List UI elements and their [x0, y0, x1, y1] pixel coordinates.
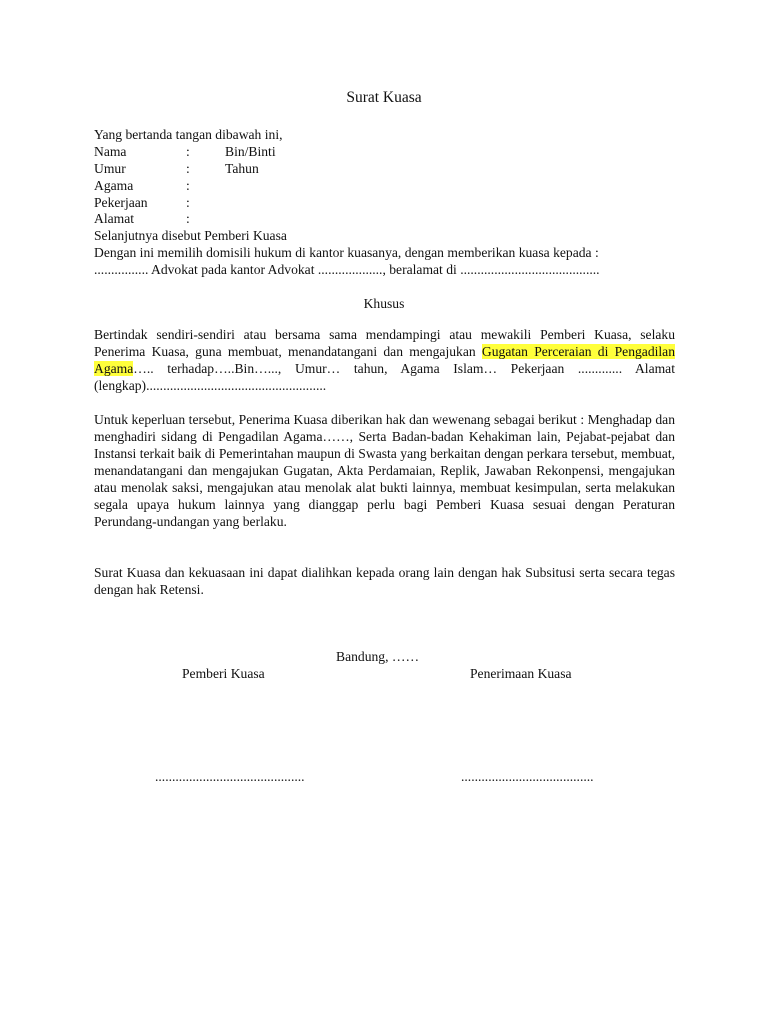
signature-line-left: ............................................ — [155, 769, 305, 784]
highlighted-case-type: Gugatan Perceraian di Pengadilan Agama — [94, 344, 675, 376]
intro-text: Yang bertanda tangan dibawah ini, — [94, 127, 283, 142]
field-colon: : — [186, 144, 190, 159]
advokat-line: ................ Advokat pada kantor Advokat ..................., beralamat di ......................................... — [94, 262, 600, 277]
paragraph-text: Bertindak sendiri-sendiri atau bersama sama mendampingi atau mewakili Pemberi Kuasa, selaku Penerima Kuasa, guna membuat, menandatangani dan mengajukan — [94, 327, 675, 359]
document-title: Surat Kuasa — [346, 89, 422, 106]
domisili-text: Dengan ini memilih domisili hukum di kantor kuasanya, dengan memberikan kuasa kepada : — [94, 245, 599, 260]
khusus-heading: Khusus — [363, 296, 405, 311]
field-value: Bin/Binti — [225, 144, 276, 159]
field-colon: : — [186, 211, 190, 226]
paragraph-rights: Untuk keperluan tersebut, Penerima Kuasa diberikan hak dan wewenang sebagai berikut : Menghadap dan menghadiri sidang di Pengadilan Agama……, Serta Badan-badan Kehakiman lain, Pejabat-pejabat dan Instansi terkait baik di Pemerintahan maupun di Swasta yang berkaitan dengan perkara tersebut, membuat, menandatangani dan mengajukan Gugatan, Akta Perdamaian, Replik, Jawaban Rekonpensi, mengajukan atau menolak saksi, mengajukan atau menolak alat bukti lainnya, membuat kesimpulan, serta melakukan segala upaya hukum lainnya yang dianggap perlu bagi Pemberi Kuasa sesuai dengan Peraturan Perundang-undangan yang berlaku. — [94, 412, 675, 529]
field-label: Alamat — [94, 211, 135, 226]
signer-right-label: Penerimaan Kuasa — [470, 666, 572, 681]
field-label: Pekerjaan — [94, 195, 148, 210]
selanjutnya-text: Selanjutnya disebut Pemberi Kuasa — [94, 228, 287, 243]
field-value: Tahun — [225, 161, 259, 176]
field-label: Nama — [94, 144, 127, 159]
field-colon: : — [186, 178, 190, 193]
paragraph-substitution: Surat Kuasa dan kekuasaan ini dapat dialihkan kepada orang lain dengan hak Subsitusi serta secara tegas dengan hak Retensi. — [94, 565, 675, 597]
paragraph-authority — [94, 326, 675, 394]
field-colon: : — [186, 161, 190, 176]
field-label: Umur — [94, 161, 126, 176]
paragraph-text: ….. terhadap…..Bin…..., Umur… tahun, Agama Islam… Pekerjaan ............. Alamat (lengkap)..................................................... — [94, 361, 675, 393]
place-date-text: Bandung, …… — [336, 649, 420, 664]
field-colon: : — [186, 195, 190, 210]
signer-left-label: Pemberi Kuasa — [182, 666, 265, 681]
signature-line-right: ....................................... — [461, 769, 594, 784]
field-label: Agama — [94, 178, 134, 193]
